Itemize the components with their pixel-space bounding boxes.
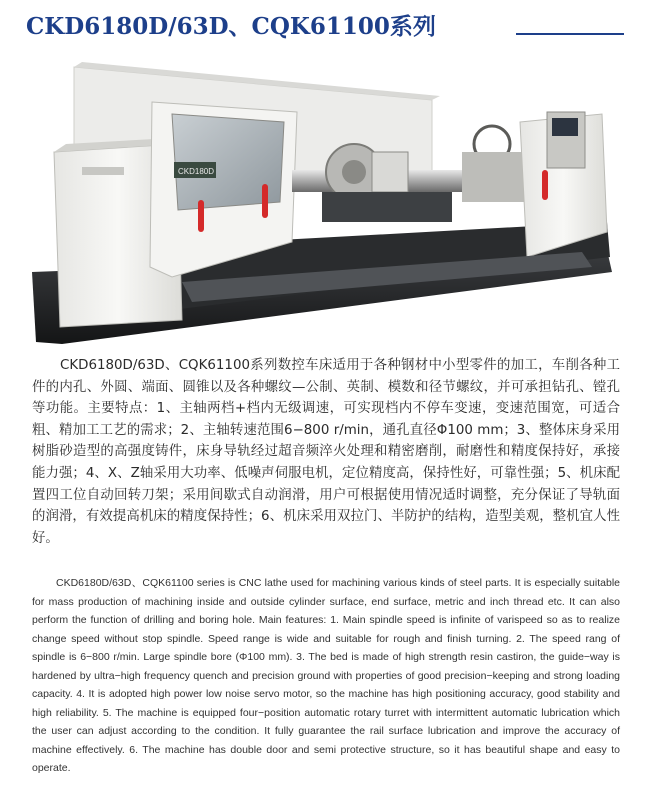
lathe-photo (22, 52, 626, 344)
page-title: CKD6180D/63D、CQK61100系列 (26, 13, 436, 40)
door-handle-right (262, 184, 268, 218)
turret (372, 152, 408, 192)
carriage (322, 192, 452, 222)
door-label-text: CKD180D (178, 167, 215, 176)
control-screen (552, 118, 578, 136)
description-english: CKD6180D/63D、CQK61100 series is CNC lathe used for machining various kinds of steel parts. It is especially suitable for mass production of machining inside and outside cylinder surface, end surface, metric and inch thread etc. It can also perform the function of drilling and boring hole. Main features: 1. Main spindle speed is infinite of varispeed so as to realize change speed without stop spindle. Speed range is wide and suitable for rough and finish turning. 2. The speed rang of spindle is 6−800 r/min. Large spindle bore (Φ100 mm). 3. The bed is made of high strength resin castiron, the guide−way is hardened by ultra−high frequency quench and precision ground with properties of good precision−keeping and strong loading capacity. 4. It is adopted high power low noise servo motor, so the machine has high positioning accuracy, good stability and high reliability. 5. The machine is equipped four−position automatic rotary turret with intermittent automatic lubrication which the user can adjust according to the condition. It fully guarantee the rail surface lubrication and improve the accuracy of machine effectively. 6. The machine has double door and semi protective structure, so it has beautiful shape and easy to operate. (32, 577, 620, 774)
headstock-plate (82, 167, 124, 175)
right-door-handle (542, 170, 548, 200)
door-handle-left (198, 200, 204, 232)
description-chinese: CKD6180D/63D、CQK61100系列数控车床适用于各种钢材中小型零件的加工，车削各种工件的内孔、外圆、端面、圆锥以及各种螺纹—公制、英制、模数和径节螺纹，并可承担钻孔、镗孔等功能。主要特点：1、主轴两档+档内无级调速，可实现档内不停车变速，变速范围宽，可适合粗、精加工工艺的需求；2、主轴转速范围6−800 r/min，通孔直径Φ100 mm；3、整体床身采用树脂砂造型的高强度铸件，床身导轨经过超音频淬火处理和精密磨削，耐磨性和精度保持好，承接能力强；4、X、Z轴采用大功率、低噪声伺服电机，定位精度高，保持性好，可靠性强；5、机床配置四工位自动回转刀架；采用间歇式自动润滑，用户可根据使用情况适时调整，充分保证了导轨面的润滑，有效提高机床的精度保持性；6、机床采用双拉门、半防护的结构，造型美观，整机宜人性好。 (32, 358, 620, 546)
title-bar (26, 8, 626, 42)
chuck-inner (342, 160, 366, 184)
title-underline (516, 33, 624, 35)
